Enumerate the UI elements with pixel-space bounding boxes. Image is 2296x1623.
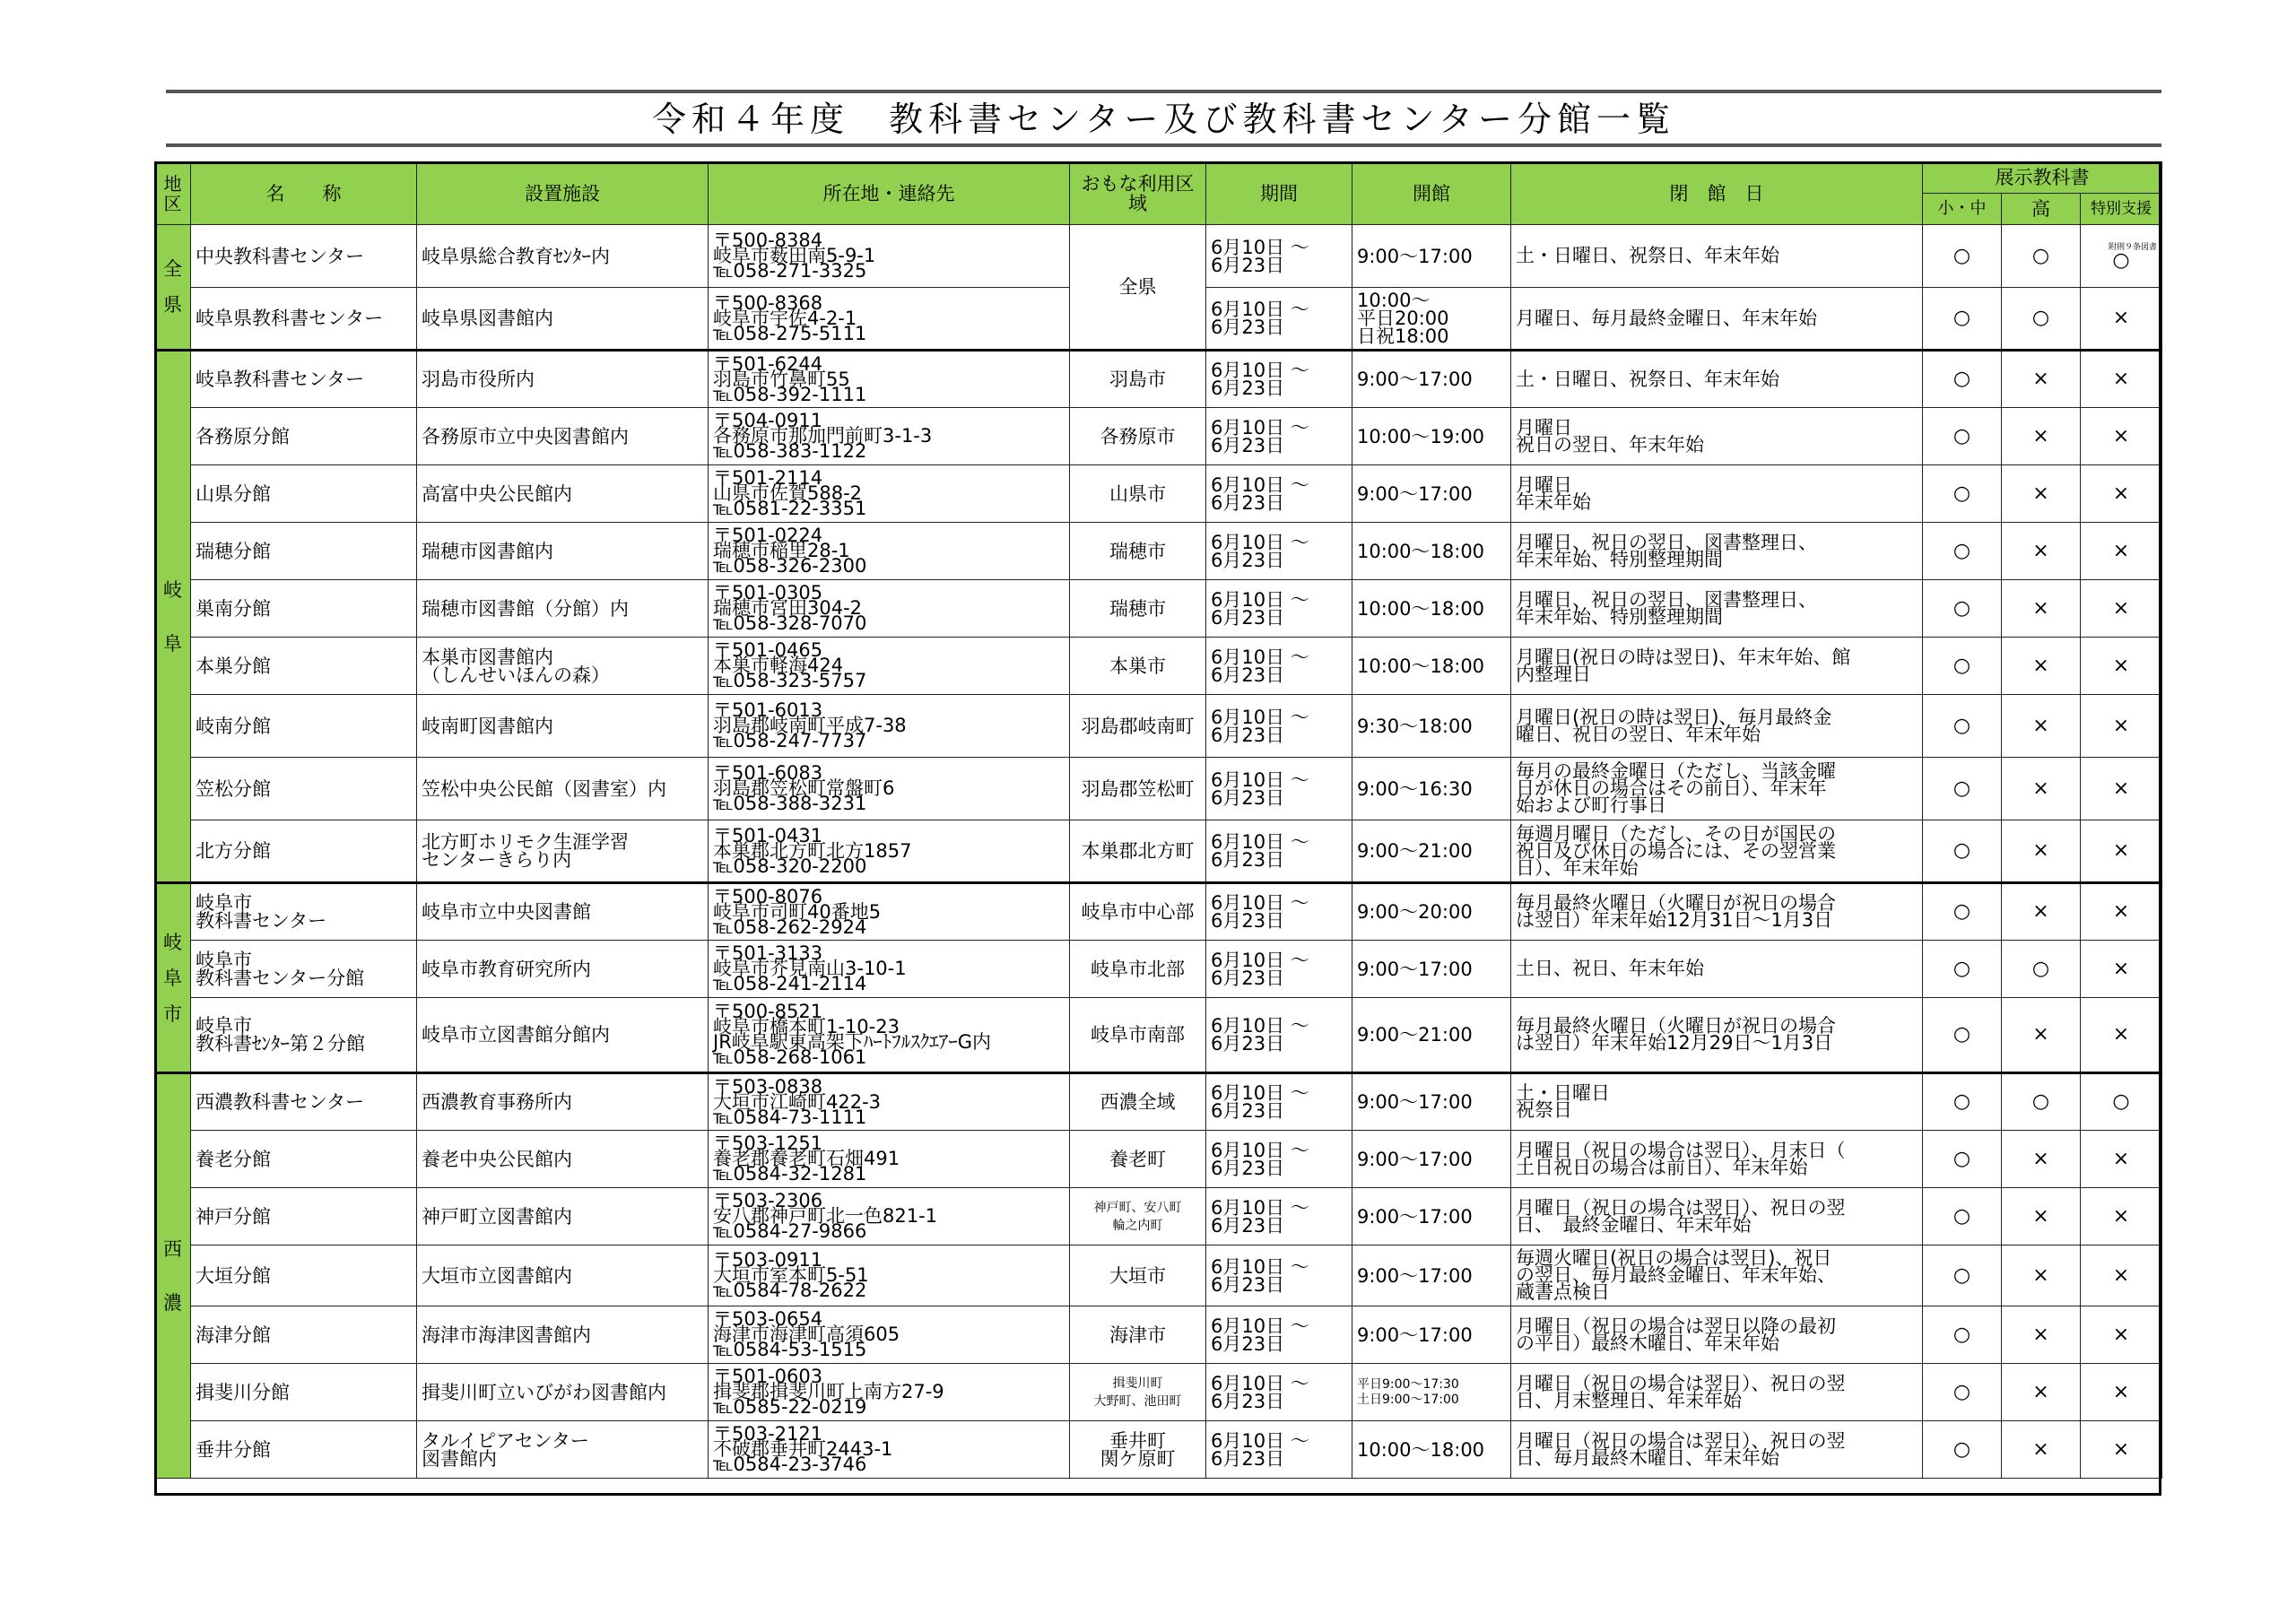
elem-mid-mark: ○ xyxy=(1923,465,2002,523)
elem-mid-mark: ○ xyxy=(1923,1073,2002,1131)
elem-mid-mark: ○ xyxy=(1923,758,2002,820)
closed-days: 月曜日（祝日の場合は翌日）、月末日（ 土日祝日の場合は前日）、年末年始 xyxy=(1511,1131,1923,1188)
period: 6月10日 ～ 6月23日 xyxy=(1206,758,1352,820)
center-name: 本巣分館 xyxy=(191,638,417,695)
open-hours: 9:00～17:00 xyxy=(1352,1188,1511,1245)
period: 6月10日 ～ 6月23日 xyxy=(1206,1364,1352,1421)
period: 6月10日 ～ 6月23日 xyxy=(1206,1188,1352,1245)
elem-mid-mark: ○ xyxy=(1923,883,2002,941)
header-elem-mid: 小・中 xyxy=(1923,194,2002,225)
elem-mid-mark: ○ xyxy=(1923,1188,2002,1245)
center-name: 岐南分館 xyxy=(191,695,417,758)
open-hours: 10:00～18:00 xyxy=(1352,523,1511,580)
elem-mid-mark: ○ xyxy=(1923,638,2002,695)
center-name: 瑞穂分館 xyxy=(191,523,417,580)
period: 6月10日 ～ 6月23日 xyxy=(1206,695,1352,758)
closed-days: 土日、祝日、年末年始 xyxy=(1511,941,1923,998)
table-row xyxy=(155,695,2162,758)
special-mark: × xyxy=(2081,695,2162,758)
table-row xyxy=(155,408,2162,465)
center-table xyxy=(154,161,2162,1479)
center-name: 岐阜教科書センター xyxy=(191,351,417,408)
address: 〒501-6013 羽島郡岐南町平成7-38 ℡058-247-7737 xyxy=(709,695,1070,758)
table-row xyxy=(155,1306,2162,1364)
center-name: 垂井分館 xyxy=(191,1421,417,1479)
open-hours: 9:00～20:00 xyxy=(1352,883,1511,941)
address: 〒503-1251 養老郡養老町石畑491 ℡0584-32-1281 xyxy=(709,1131,1070,1188)
address: 〒501-0465 本巣市軽海424 ℡058-323-5757 xyxy=(709,638,1070,695)
high-mark: × xyxy=(2002,408,2081,465)
region-zenken xyxy=(155,225,191,351)
high-mark: × xyxy=(2002,998,2081,1073)
facility: 西濃教育事務所内 xyxy=(417,1073,709,1131)
facility: 羽島市役所内 xyxy=(417,351,709,408)
high-mark: × xyxy=(2002,1364,2081,1421)
header-area: おもな利用区域 xyxy=(1070,162,1206,225)
address: 〒500-8368 岐阜市宇佐4-2-1 ℡058-275-5111 xyxy=(709,288,1070,351)
region-seino xyxy=(155,1073,191,1479)
period: 6月10日 ～ 6月23日 xyxy=(1206,580,1352,638)
address: 〒501-6083 羽島郡笠松町常盤町6 ℡058-388-3231 xyxy=(709,758,1070,820)
header-display: 展示教科書 xyxy=(1923,162,2162,194)
open-hours: 10:00～ 平日20:00 日祝18:00 xyxy=(1352,288,1511,351)
closed-days: 月曜日(祝日の時は翌日)、毎月最終金 曜日、祝日の翌日、年末年始 xyxy=(1511,695,1923,758)
table-body xyxy=(155,225,2162,1479)
table-row xyxy=(155,1245,2162,1306)
closed-days: 月曜日（祝日の場合は翌日）、祝日の翌 日、 最終金曜日、年末年始 xyxy=(1511,1188,1923,1245)
special-mark: ○ xyxy=(2081,1073,2162,1131)
closed-days: 毎月最終火曜日（火曜日が祝日の場合 は翌日）年末年始12月29日～1月3日 xyxy=(1511,998,1923,1073)
special-mark: × xyxy=(2081,1131,2162,1188)
table-row xyxy=(155,1131,2162,1188)
area: 本巣郡北方町 xyxy=(1070,820,1206,883)
closed-days: 毎週月曜日（ただし、その日が国民の 祝日及び休日の場合には、その翌営業 日）、年末年始 xyxy=(1511,820,1923,883)
area: 瑞穂市 xyxy=(1070,523,1206,580)
special-mark: × xyxy=(2081,1421,2162,1479)
open-hours: 9:00～17:00 xyxy=(1352,941,1511,998)
closed-days: 毎週火曜日(祝日の場合は翌日)、祝日 の翌日、毎月最終金曜日、年末年始、 蔵書点検日 xyxy=(1511,1245,1923,1306)
open-hours: 9:00～17:00 xyxy=(1352,1073,1511,1131)
special-mark: × xyxy=(2081,820,2162,883)
address: 〒501-0431 本巣郡北方町北方1857 ℡058-320-2200 xyxy=(709,820,1070,883)
high-mark: × xyxy=(2002,695,2081,758)
closed-days: 月曜日 年末年始 xyxy=(1511,465,1923,523)
elem-mid-mark: ○ xyxy=(1923,408,2002,465)
open-hours: 平日9:00～17:30 土日9:00～17:00 xyxy=(1352,1364,1511,1421)
table-row xyxy=(155,758,2162,820)
area: 全県 xyxy=(1070,225,1206,351)
elem-mid-mark: ○ xyxy=(1923,351,2002,408)
period: 6月10日 ～ 6月23日 xyxy=(1206,225,1352,288)
facility: 岐阜県図書館内 xyxy=(417,288,709,351)
area: 岐阜市南部 xyxy=(1070,998,1206,1073)
region-label: 岐阜 xyxy=(163,578,182,655)
header-address: 所在地・連絡先 xyxy=(709,162,1070,225)
elem-mid-mark: ○ xyxy=(1923,1131,2002,1188)
address: 〒503-2121 不破郡垂井町2443-1 ℡0584-23-3746 xyxy=(709,1421,1070,1479)
open-hours: 9:00～21:00 xyxy=(1352,998,1511,1073)
area: 岐阜市中心部 xyxy=(1070,883,1206,941)
elem-mid-mark: ○ xyxy=(1923,1306,2002,1364)
special-mark: × xyxy=(2081,523,2162,580)
area: 羽島郡笠松町 xyxy=(1070,758,1206,820)
facility: 瑞穂市図書館（分館）内 xyxy=(417,580,709,638)
facility: 笠松中央公民館（図書室）内 xyxy=(417,758,709,820)
center-name: 中央教科書センター xyxy=(191,225,417,288)
header-region: 地区 xyxy=(155,162,191,225)
region-gifushi xyxy=(155,883,191,1073)
period: 6月10日 ～ 6月23日 xyxy=(1206,465,1352,523)
closed-days: 月曜日、祝日の翌日、図書整理日、 年末年始、特別整理期間 xyxy=(1511,580,1923,638)
open-hours: 9:30～18:00 xyxy=(1352,695,1511,758)
high-mark: × xyxy=(2002,1421,2081,1479)
period: 6月10日 ～ 6月23日 xyxy=(1206,1131,1352,1188)
open-hours: 9:00～17:00 xyxy=(1352,465,1511,523)
closed-days: 月曜日、祝日の翌日、図書整理日、 年末年始、特別整理期間 xyxy=(1511,523,1923,580)
special-note: 附則９条図書 xyxy=(2109,242,2158,252)
center-name: 神戸分館 xyxy=(191,1188,417,1245)
area: 揖斐川町 大野町、池田町 xyxy=(1070,1364,1206,1421)
high-mark: × xyxy=(2002,758,2081,820)
period: 6月10日 ～ 6月23日 xyxy=(1206,1421,1352,1479)
area: 大垣市 xyxy=(1070,1245,1206,1306)
table-row xyxy=(155,351,2162,408)
high-mark: × xyxy=(2002,638,2081,695)
period: 6月10日 ～ 6月23日 xyxy=(1206,1073,1352,1131)
table-row xyxy=(155,1073,2162,1131)
area: 養老町 xyxy=(1070,1131,1206,1188)
closed-days: 月曜日、毎月最終金曜日、年末年始 xyxy=(1511,288,1923,351)
facility: 海津市海津図書館内 xyxy=(417,1306,709,1364)
open-hours: 9:00～17:00 xyxy=(1352,1131,1511,1188)
center-name: 各務原分館 xyxy=(191,408,417,465)
address: 〒501-6244 羽島市竹鼻町55 ℡058-392-1111 xyxy=(709,351,1070,408)
high-mark: ○ xyxy=(2002,941,2081,998)
special-mark: × xyxy=(2081,1188,2162,1245)
high-mark: ○ xyxy=(2002,1073,2081,1131)
address: 〒503-0654 海津市海津町高須605 ℡0584-53-1515 xyxy=(709,1306,1070,1364)
address: 〒501-0603 揖斐郡揖斐川町上南方27-9 ℡0585-22-0219 xyxy=(709,1364,1070,1421)
header-open: 開館 xyxy=(1352,162,1511,225)
address: 〒503-0838 大垣市江崎町422-3 ℡0584-73-1111 xyxy=(709,1073,1070,1131)
period: 6月10日 ～ 6月23日 xyxy=(1206,820,1352,883)
header-facility: 設置施設 xyxy=(417,162,709,225)
title-rule-top xyxy=(166,90,2161,93)
closed-days: 毎月の最終金曜日（ただし、当該金曜 日が休日の場合はその前日）、年末年 始および町行事日 xyxy=(1511,758,1923,820)
period: 6月10日 ～ 6月23日 xyxy=(1206,523,1352,580)
high-mark: × xyxy=(2002,1188,2081,1245)
header-special: 特別支援 xyxy=(2081,194,2162,225)
facility: 岐阜県総合教育ｾﾝﾀｰ内 xyxy=(417,225,709,288)
open-hours: 10:00～18:00 xyxy=(1352,1421,1511,1479)
area: 羽島郡岐南町 xyxy=(1070,695,1206,758)
special-mark: × xyxy=(2081,580,2162,638)
elem-mid-mark: ○ xyxy=(1923,523,2002,580)
page-title: 令和４年度 教科書センター及び教科書センター分館一覧 xyxy=(652,100,1675,139)
center-name: 岐阜市 教科書ｾﾝﾀｰ第２分館 xyxy=(191,998,417,1073)
facility: 岐阜市教育研究所内 xyxy=(417,941,709,998)
address: 〒504-0911 各務原市那加門前町3-1-3 ℡058-383-1122 xyxy=(709,408,1070,465)
address: 〒503-0911 大垣市室本町5-51 ℡0584-78-2622 xyxy=(709,1245,1070,1306)
elem-mid-mark: ○ xyxy=(1923,1364,2002,1421)
facility: 神戸町立図書館内 xyxy=(417,1188,709,1245)
elem-mid-mark: ○ xyxy=(1923,288,2002,351)
area: 垂井町 関ケ原町 xyxy=(1070,1421,1206,1479)
special-mark: × xyxy=(2081,998,2162,1073)
region-label: 西濃 xyxy=(163,1238,182,1314)
area: 瑞穂市 xyxy=(1070,580,1206,638)
high-mark: ○ xyxy=(2002,288,2081,351)
high-mark: × xyxy=(2002,1306,2081,1364)
special-mark: × xyxy=(2081,1245,2162,1306)
closed-days: 毎月最終火曜日（火曜日が祝日の場合 は翌日）年末年始12月31日～1月3日 xyxy=(1511,883,1923,941)
special-mark: 附則９条図書 ○ xyxy=(2081,225,2162,288)
facility: 大垣市立図書館内 xyxy=(417,1245,709,1306)
facility: タルイピアセンター 図書館内 xyxy=(417,1421,709,1479)
open-hours: 9:00～17:00 xyxy=(1352,1306,1511,1364)
elem-mid-mark: ○ xyxy=(1923,1245,2002,1306)
facility: 高富中央公民館内 xyxy=(417,465,709,523)
address: 〒501-2114 山県市佐賀588-2 ℡0581-22-3351 xyxy=(709,465,1070,523)
area: 岐阜市北部 xyxy=(1070,941,1206,998)
table-row xyxy=(155,225,2162,288)
center-name: 岐阜市 教科書センター xyxy=(191,883,417,941)
center-name: 岐阜市 教科書センター分館 xyxy=(191,941,417,998)
facility: 岐阜市立中央図書館 xyxy=(417,883,709,941)
facility: 北方町ホリモク生涯学習 センターきらり内 xyxy=(417,820,709,883)
title-rule-bottom xyxy=(166,143,2161,147)
special-mark: × xyxy=(2081,351,2162,408)
header-period: 期間 xyxy=(1206,162,1352,225)
table-row xyxy=(155,1364,2162,1421)
facility: 本巣市図書館内 （しんせいほんの森） xyxy=(417,638,709,695)
open-hours: 10:00～18:00 xyxy=(1352,638,1511,695)
facility: 岐南町図書館内 xyxy=(417,695,709,758)
period: 6月10日 ～ 6月23日 xyxy=(1206,408,1352,465)
center-name: 揖斐川分館 xyxy=(191,1364,417,1421)
closed-days: 土・日曜日、祝祭日、年末年始 xyxy=(1511,351,1923,408)
closed-days: 月曜日 祝日の翌日、年末年始 xyxy=(1511,408,1923,465)
period: 6月10日 ～ 6月23日 xyxy=(1206,998,1352,1073)
high-mark: × xyxy=(2002,523,2081,580)
high-mark: × xyxy=(2002,820,2081,883)
elem-mid-mark: ○ xyxy=(1923,695,2002,758)
facility: 各務原市立中央図書館内 xyxy=(417,408,709,465)
address: 〒500-8521 岐阜市橋本町1-10-23 JR岐阜駅東高架下ﾊｰﾄﾌﾙｽｸｴｱｰG内 ℡058-268-1061 xyxy=(709,998,1070,1073)
special-mark: × xyxy=(2081,465,2162,523)
address: 〒500-8384 岐阜市薮田南5-9-1 ℡058-271-3325 xyxy=(709,225,1070,288)
special-mark: × xyxy=(2081,758,2162,820)
closed-days: 月曜日(祝日の時は翌日)、年末年始、館 内整理日 xyxy=(1511,638,1923,695)
open-hours: 9:00～16:30 xyxy=(1352,758,1511,820)
region-label: 岐阜市 xyxy=(163,931,182,1025)
address: 〒503-2306 安八郡神戸町北一色821-1 ℡0584-27-9866 xyxy=(709,1188,1070,1245)
open-hours: 9:00～21:00 xyxy=(1352,820,1511,883)
period: 6月10日 ～ 6月23日 xyxy=(1206,638,1352,695)
open-hours: 9:00～17:00 xyxy=(1352,225,1511,288)
period: 6月10日 ～ 6月23日 xyxy=(1206,351,1352,408)
special-mark: × xyxy=(2081,883,2162,941)
closed-days: 月曜日（祝日の場合は翌日以降の最初 の平日）最終木曜日、年末年始 xyxy=(1511,1306,1923,1364)
center-name: 海津分館 xyxy=(191,1306,417,1364)
period: 6月10日 ～ 6月23日 xyxy=(1206,1306,1352,1364)
area: 各務原市 xyxy=(1070,408,1206,465)
period: 6月10日 ～ 6月23日 xyxy=(1206,288,1352,351)
region-label: 全県 xyxy=(163,258,182,316)
table-row xyxy=(155,638,2162,695)
high-mark: × xyxy=(2002,351,2081,408)
address: 〒501-3133 岐阜市芥見南山3-10-1 ℡058-241-2114 xyxy=(709,941,1070,998)
special-mark: × xyxy=(2081,288,2162,351)
area: 本巣市 xyxy=(1070,638,1206,695)
center-name: 笠松分館 xyxy=(191,758,417,820)
title-block xyxy=(166,90,2161,147)
facility: 岐阜市立図書館分館内 xyxy=(417,998,709,1073)
table-row xyxy=(155,941,2162,998)
open-hours: 9:00～17:00 xyxy=(1352,1245,1511,1306)
special-mark: × xyxy=(2081,941,2162,998)
closed-days: 月曜日（祝日の場合は翌日）、祝日の翌 日、毎月最終木曜日、年末年始 xyxy=(1511,1421,1923,1479)
region-gifu xyxy=(155,351,191,883)
center-name: 岐阜県教科書センター xyxy=(191,288,417,351)
address: 〒501-0224 瑞穂市稲里28-1 ℡058-326-2300 xyxy=(709,523,1070,580)
table-row xyxy=(155,998,2162,1073)
header-closed: 閉 館 日 xyxy=(1511,162,1923,225)
center-name: 養老分館 xyxy=(191,1131,417,1188)
facility: 瑞穂市図書館内 xyxy=(417,523,709,580)
table-row xyxy=(155,1421,2162,1479)
high-mark: × xyxy=(2002,580,2081,638)
high-mark: × xyxy=(2002,465,2081,523)
elem-mid-mark: ○ xyxy=(1923,225,2002,288)
elem-mid-mark: ○ xyxy=(1923,580,2002,638)
elem-mid-mark: ○ xyxy=(1923,1421,2002,1479)
center-name: 大垣分館 xyxy=(191,1245,417,1306)
table-row xyxy=(155,523,2162,580)
center-name: 巣南分館 xyxy=(191,580,417,638)
period: 6月10日 ～ 6月23日 xyxy=(1206,1245,1352,1306)
closed-days: 土・日曜日、祝祭日、年末年始 xyxy=(1511,225,1923,288)
area: 西濃全域 xyxy=(1070,1073,1206,1131)
area: 海津市 xyxy=(1070,1306,1206,1364)
elem-mid-mark: ○ xyxy=(1923,998,2002,1073)
high-mark: ○ xyxy=(2002,225,2081,288)
special-mark: × xyxy=(2081,638,2162,695)
period: 6月10日 ～ 6月23日 xyxy=(1206,941,1352,998)
facility: 揖斐川町立いびがわ図書館内 xyxy=(417,1364,709,1421)
center-name: 山県分館 xyxy=(191,465,417,523)
table-row xyxy=(155,1188,2162,1245)
address: 〒501-0305 瑞穂市宮田304-2 ℡058-328-7070 xyxy=(709,580,1070,638)
center-name: 北方分館 xyxy=(191,820,417,883)
table-row xyxy=(155,883,2162,941)
closed-days: 土・日曜日 祝祭日 xyxy=(1511,1073,1923,1131)
elem-mid-mark: ○ xyxy=(1923,941,2002,998)
high-mark: × xyxy=(2002,1131,2081,1188)
special-mark: × xyxy=(2081,1364,2162,1421)
high-mark: × xyxy=(2002,1245,2081,1306)
area: 羽島市 xyxy=(1070,351,1206,408)
open-hours: 9:00～17:00 xyxy=(1352,351,1511,408)
special-mark: × xyxy=(2081,408,2162,465)
open-hours: 10:00～19:00 xyxy=(1352,408,1511,465)
open-hours: 10:00～18:00 xyxy=(1352,580,1511,638)
table-row xyxy=(155,580,2162,638)
high-mark: × xyxy=(2002,883,2081,941)
center-name: 西濃教科書センター xyxy=(191,1073,417,1131)
closed-days: 月曜日（祝日の場合は翌日）、祝日の翌 日、月末整理日、年末年始 xyxy=(1511,1364,1923,1421)
table-row xyxy=(155,820,2162,883)
address: 〒500-8076 岐阜市司町40番地5 ℡058-262-2924 xyxy=(709,883,1070,941)
header-name: 名 称 xyxy=(191,162,417,225)
special-mark: × xyxy=(2081,1306,2162,1364)
area: 神戸町、安八町 輪之内町 xyxy=(1070,1188,1206,1245)
facility: 養老中央公民館内 xyxy=(417,1131,709,1188)
header-high: 高 xyxy=(2002,194,2081,225)
area: 山県市 xyxy=(1070,465,1206,523)
table-row xyxy=(155,465,2162,523)
elem-mid-mark: ○ xyxy=(1923,820,2002,883)
period: 6月10日 ～ 6月23日 xyxy=(1206,883,1352,941)
